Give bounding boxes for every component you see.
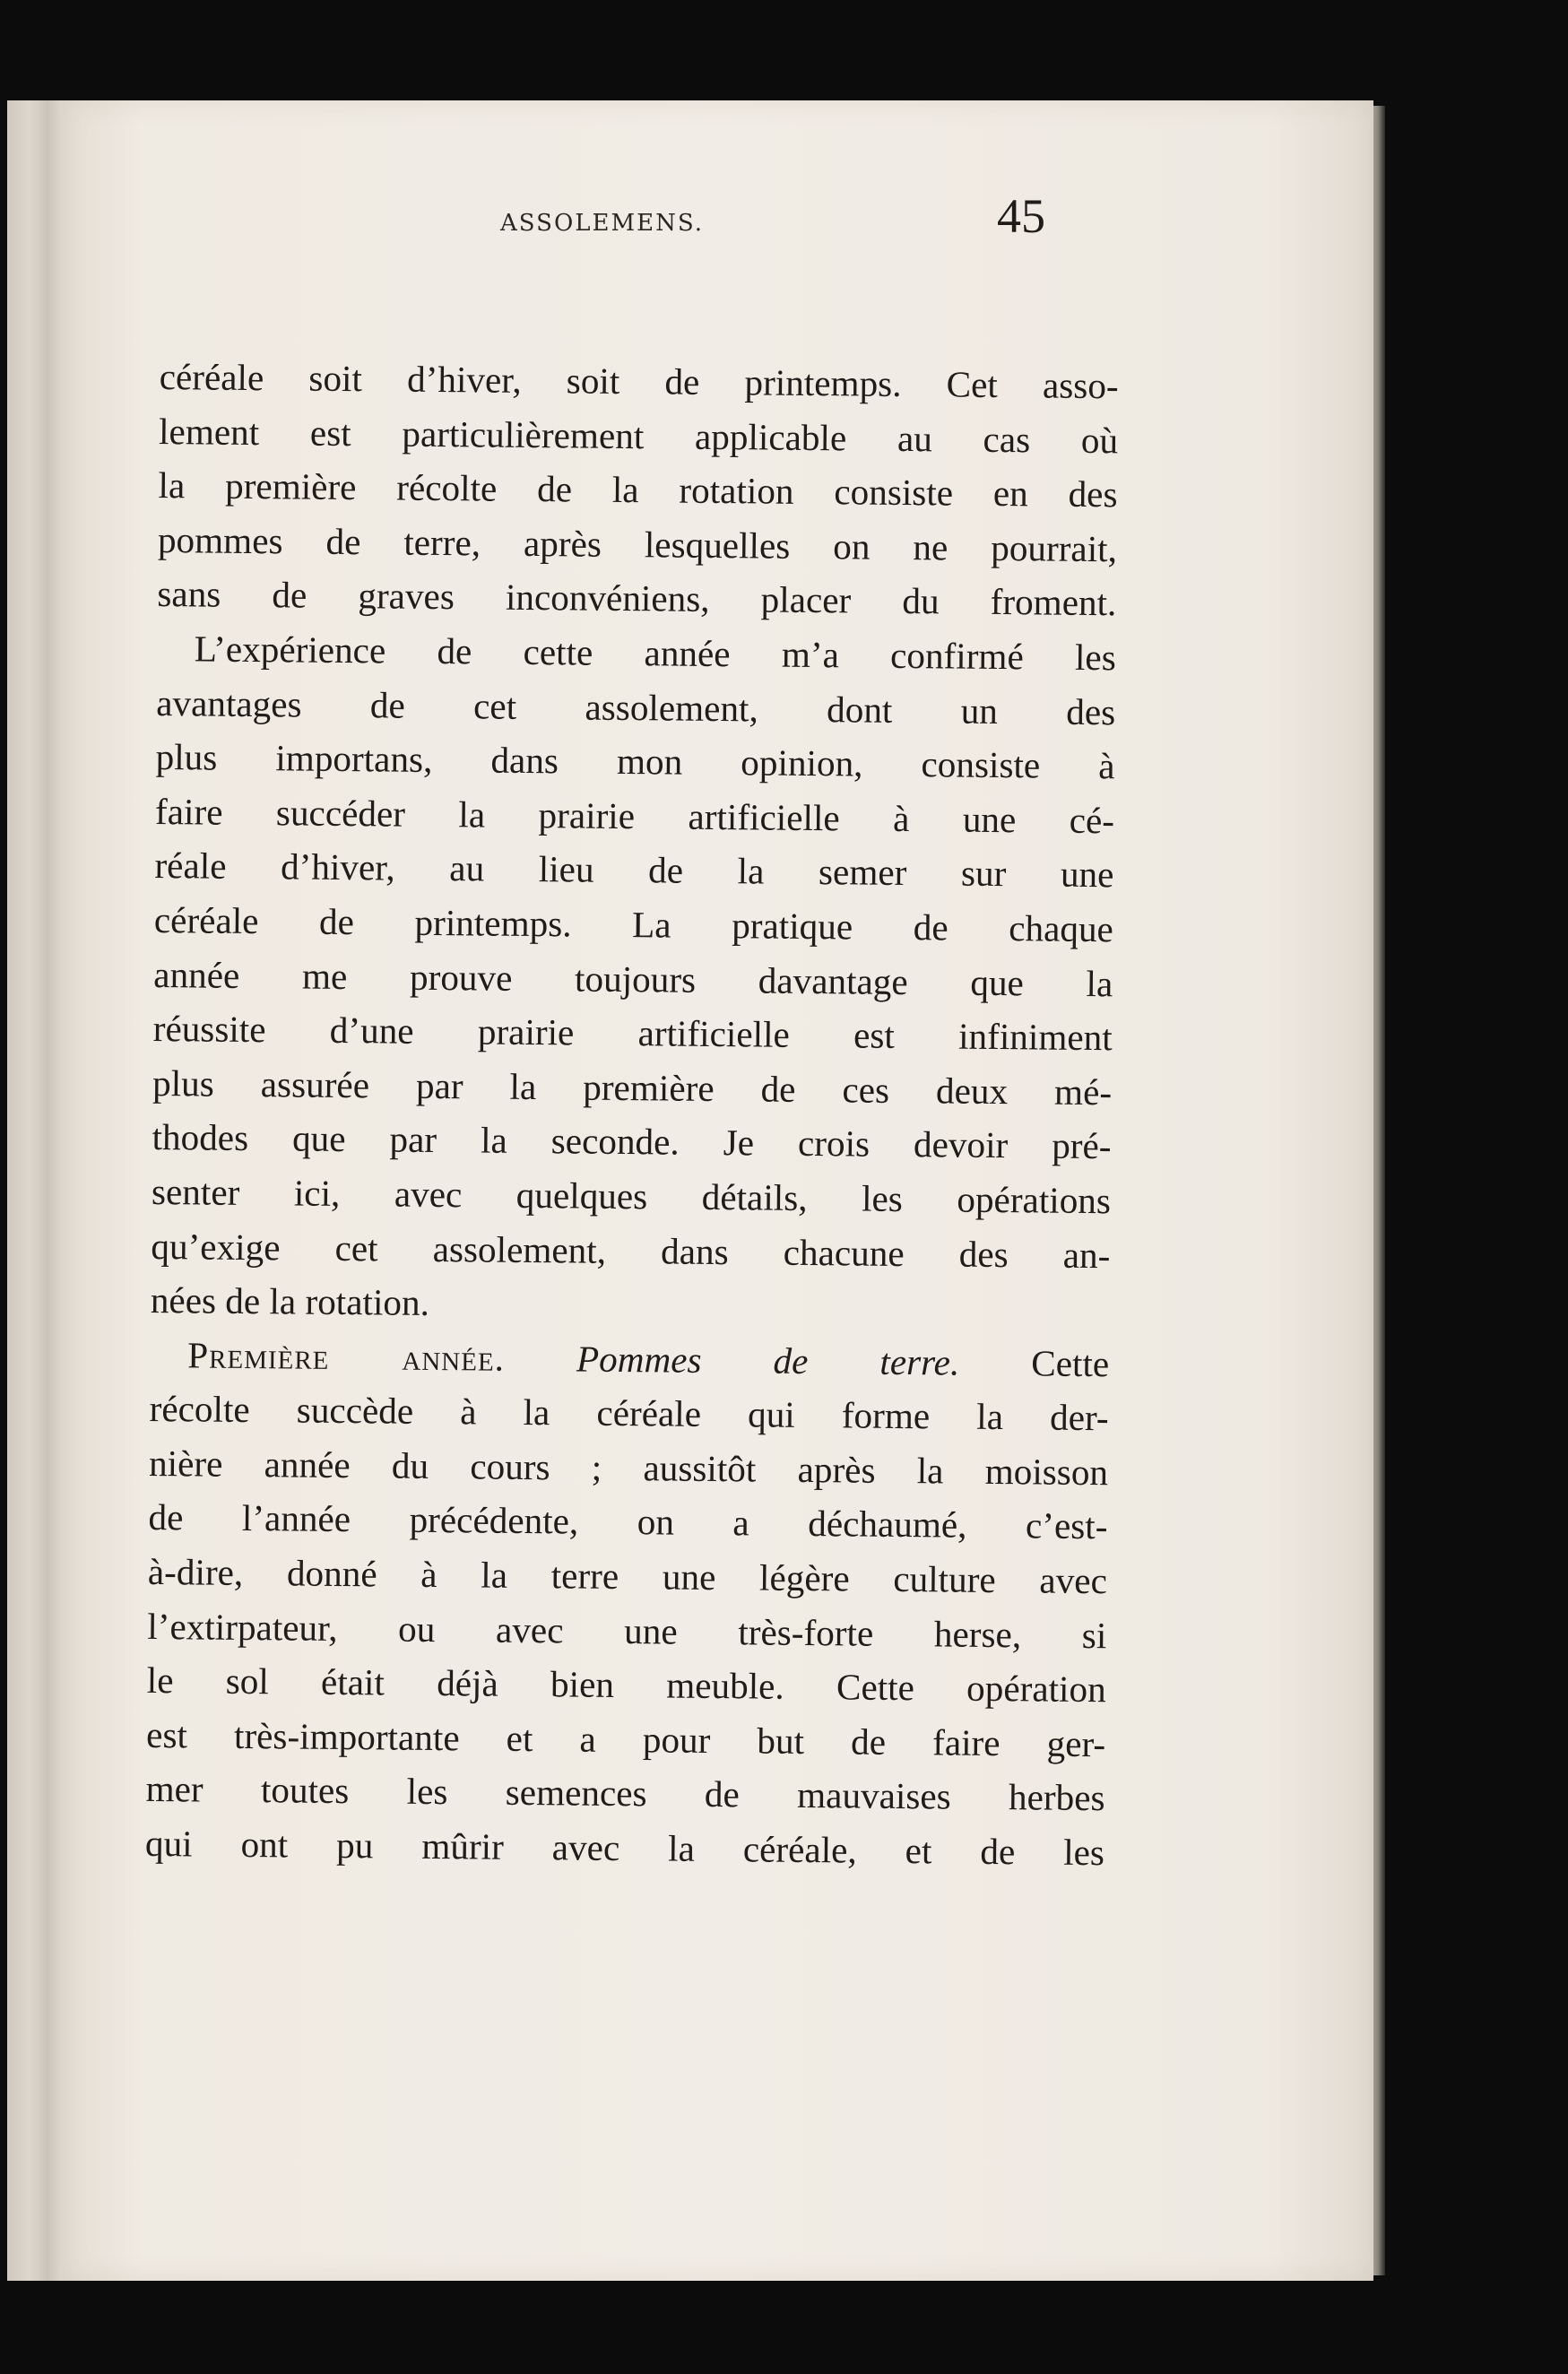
- text-line: pommes de terre, après lesquelles on ne pourrait,: [157, 518, 1118, 570]
- text-line: année me prouve toujours davantage que la: [153, 953, 1113, 1004]
- running-title: ASSOLEMENS.: [500, 210, 705, 237]
- text-line: céréale soit d’hiver, soit de printemps. Cet asso-: [159, 355, 1119, 407]
- section-title: Pommes de terre.: [576, 1338, 960, 1383]
- text-line: de l’année précédente, on a déchaumé, c’est-: [148, 1496, 1108, 1547]
- text-line: avantages de cet assolement, dont un des: [156, 681, 1116, 732]
- text-line: sans de graves inconvéniens, placer du froment.: [157, 573, 1117, 624]
- text-line: l’extirpateur, ou avec une très-forte herse, si: [147, 1605, 1107, 1656]
- text-line: céréale de printemps. La pratique de chaque: [153, 898, 1114, 950]
- text-line: nées de la rotation.: [150, 1279, 430, 1324]
- text-line: nière année du cours ; aussitôt après la moisson: [148, 1442, 1109, 1494]
- section-heading-line: [150, 1328, 1110, 1391]
- text-line: thodes que par la seconde. Je crois devoir pré-: [152, 1116, 1112, 1167]
- text-line: réussite d’une prairie artificielle est infiniment: [152, 1008, 1113, 1059]
- text-line: faire succéder la prairie artificielle à une cé-: [154, 790, 1115, 841]
- text-line: la première récolte de la rotation consiste en des: [158, 464, 1118, 516]
- book-page: [63, 100, 1373, 2281]
- text-line: qu’exige cet assolement, dans chacune des an-: [151, 1225, 1111, 1276]
- section-line-rest: Cette: [1031, 1342, 1110, 1384]
- text-line: est très-importante et a pour but de faire ger-: [145, 1713, 1106, 1765]
- text-line: plus assurée par la première de ces deux mé-: [152, 1061, 1113, 1113]
- text-line: réale d’hiver, au lieu de la semer sur une: [154, 845, 1114, 896]
- text-line: senter ici, avec quelques détails, les opérations: [151, 1170, 1112, 1222]
- text-line: qui ont pu mûrir avec la céréale, et de les: [144, 1822, 1105, 1874]
- text-line: lement est particulièrement applicable au cas où: [158, 410, 1119, 461]
- section-label: Première année.: [187, 1334, 506, 1379]
- text-line: plus importans, dans mon opinion, consiste à: [155, 736, 1115, 787]
- text-line: mer toutes les semences de mauvaises herbes: [145, 1768, 1105, 1819]
- page-number: 45: [997, 189, 1045, 243]
- text-line: récolte succède à la céréale qui forme la der-: [149, 1388, 1109, 1439]
- body-text: [145, 350, 1119, 1880]
- text-line: à-dire, donné à la terre une légère culture avec: [147, 1551, 1108, 1602]
- text-line: L’expérience de cette année m’a confirmé les: [194, 628, 1116, 679]
- text-line: le sol était déjà bien meuble. Cette opération: [146, 1659, 1106, 1711]
